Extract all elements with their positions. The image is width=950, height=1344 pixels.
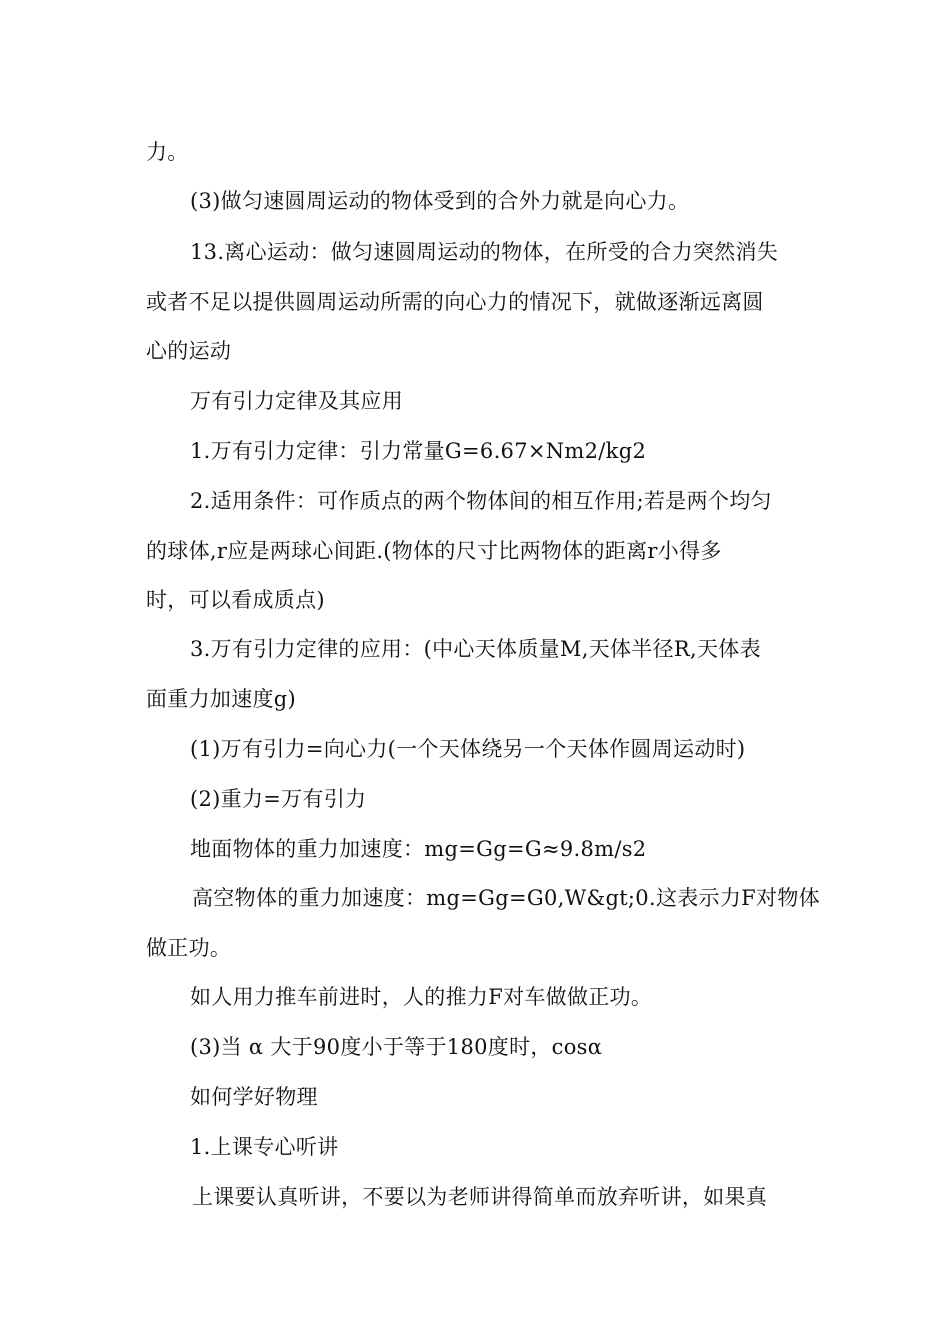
text-line: 上课要认真听讲，不要以为老师讲得简单而放弃听讲，如果真 — [192, 1185, 768, 1209]
text-line: 2.适用条件：可作质点的两个物体间的相互作用;若是两个均匀 — [190, 489, 772, 513]
text-line: 心的运动 — [146, 339, 232, 363]
text-line: 13.离心运动：做匀速圆周运动的物体，在所受的合力突然消失 — [190, 240, 779, 264]
text-line: 力。 — [146, 140, 189, 164]
section-heading: 万有引力定律及其应用 — [190, 389, 403, 413]
text-line: 做正功。 — [146, 936, 232, 960]
text-line: 1.万有引力定律：引力常量G=6.67×Nm2/kg2 — [190, 439, 647, 463]
text-line: 的球体,r应是两球心间距.(物体的尺寸比两物体的距离r小得多 — [146, 539, 722, 563]
text-line: 如人用力推车前进时，人的推力F对车做做正功。 — [190, 985, 653, 1009]
text-line: 高空物体的重力加速度：mg=Gg=G0,W&gt;0.这表示力F对物体 — [192, 886, 820, 910]
section-heading: 如何学好物理 — [190, 1085, 318, 1109]
text-line: 1.上课专心听讲 — [190, 1135, 339, 1159]
text-line: 3.万有引力定律的应用：(中心天体质量M,天体半径R,天体表 — [190, 637, 761, 661]
text-line: 地面物体的重力加速度：mg=Gg=G≈9.8m/s2 — [190, 837, 647, 861]
text-line: (2)重力=万有引力 — [190, 787, 367, 811]
text-line: (1)万有引力=向心力(一个天体绕另一个天体作圆周运动时) — [190, 737, 746, 761]
text-line: 面重力加速度g) — [146, 687, 297, 711]
text-line: 或者不足以提供圆周运动所需的向心力的情况下，就做逐渐远离圆 — [146, 290, 764, 314]
text-line: (3)当 α 大于90度小于等于180度时，cosα — [190, 1035, 603, 1059]
text-line: (3)做匀速圆周运动的物体受到的合外力就是向心力。 — [190, 189, 690, 213]
text-line: 时，可以看成质点) — [146, 588, 325, 612]
